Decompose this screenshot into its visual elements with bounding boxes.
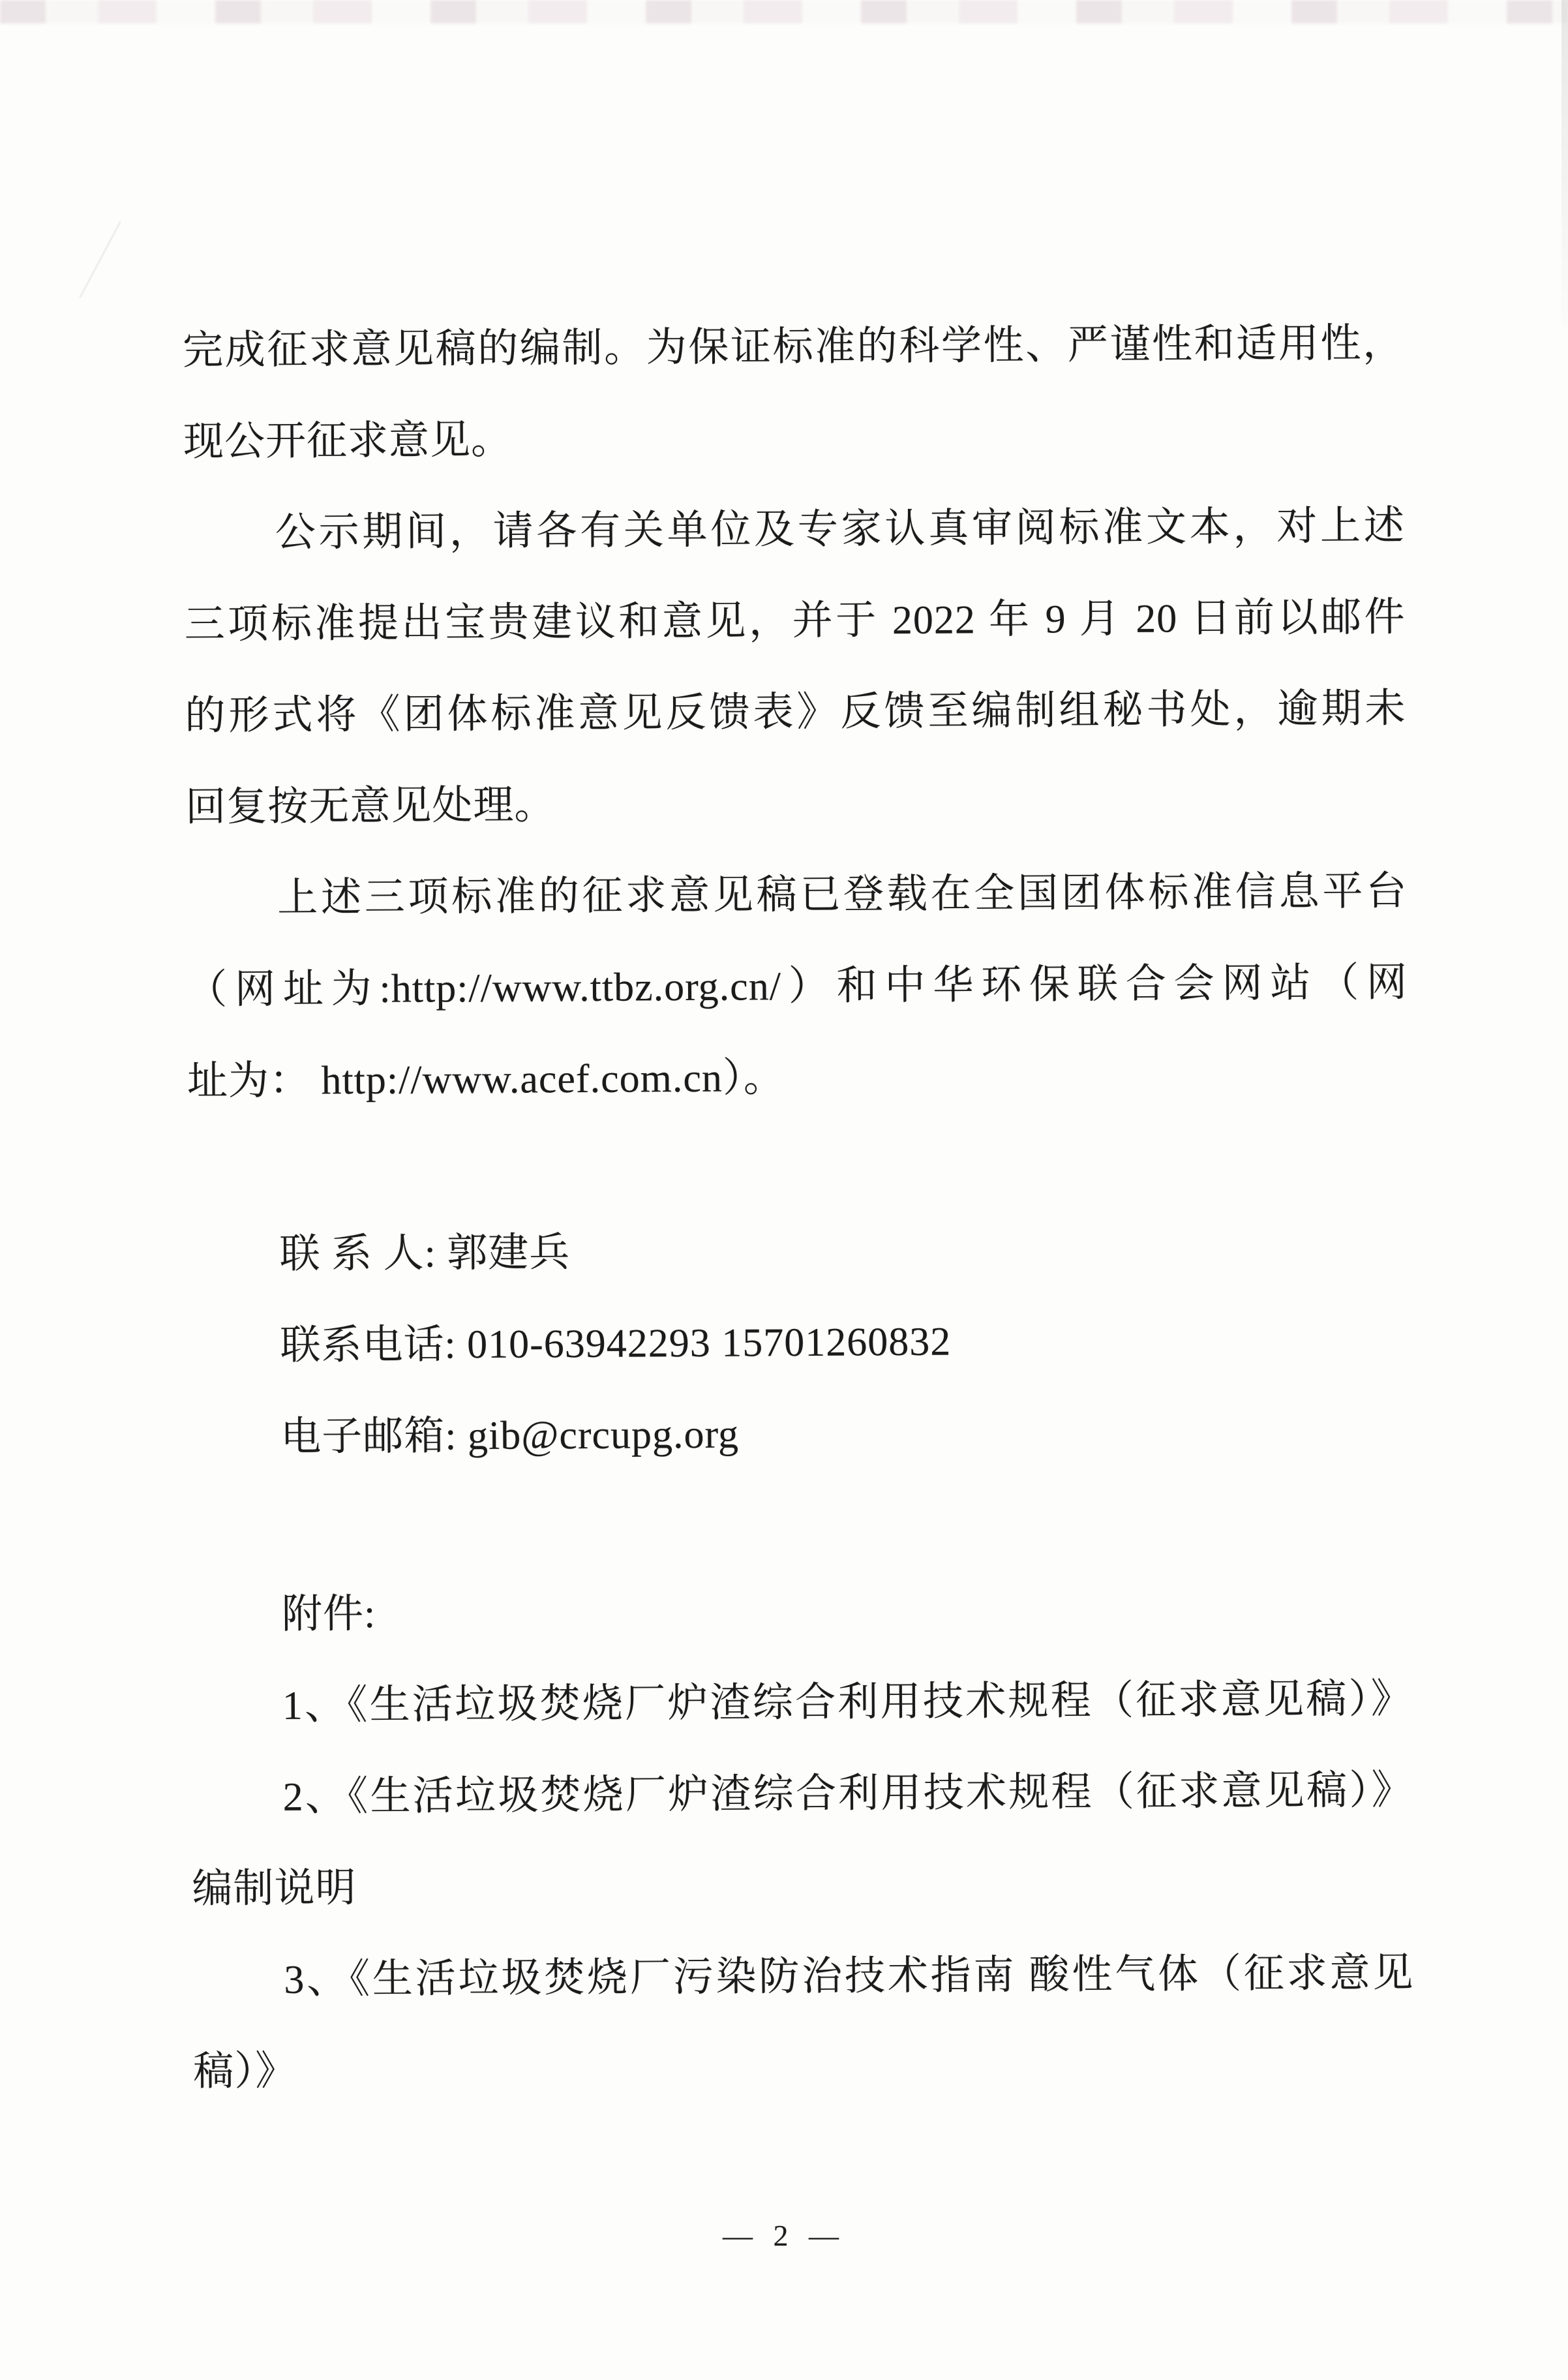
document-line: 回复按无意见处理。 <box>185 783 556 830</box>
attachments-heading: 附件: <box>281 1591 376 1637</box>
attachment-item-continuation: 编制说明 <box>192 1866 357 1912</box>
document-line: 址为： http://www.acef.com.cn）。 <box>187 1056 785 1104</box>
page-number: — 2 — <box>723 2219 845 2252</box>
contact-person-line: 联 系 人: 郭建兵 <box>279 1230 571 1277</box>
document-line: 现公开征求意见。 <box>183 418 513 465</box>
scan-edge-streak <box>1561 0 1568 352</box>
document-line: 完成征求意见稿的编制。为保证标准的科学性、严谨性和适用性， <box>182 321 1404 373</box>
attachment-item: 2、《生活垃圾焚烧厂炉渣综合利用技术规程（征求意见稿）》 <box>282 1768 1413 1820</box>
attachment-item: 1、《生活垃圾焚烧厂炉渣综合利用技术规程（征求意见稿）》 <box>282 1677 1412 1728</box>
document-line: 公示期间，请各有关单位及专家认真审阅标准文本，对上述 <box>275 504 1406 555</box>
attachment-item-continuation: 稿）》 <box>193 2049 297 2094</box>
document-line: （网址为:http://www.ttbz.org.cn/）和中华环保联合会网站（网 <box>186 960 1408 1013</box>
document-body <box>181 0 1416 2380</box>
contact-phone-line: 联系电话: 010-63942293 15701260832 <box>280 1319 952 1368</box>
contact-email-line: 电子邮箱: gib@crcupg.org <box>280 1412 740 1459</box>
document-line: 上述三项标准的征求意见稿已登载在全国团体标准信息平台 <box>277 869 1408 921</box>
document-line: 的形式将《团体标准意见反馈表》反馈至编制组秘书处，逾期未 <box>185 686 1406 739</box>
document-line: 三项标准提出宝贵建议和意见，并于 2022 年 9 月 20 日前以邮件 <box>184 595 1406 647</box>
scan-artifact-mark <box>79 221 121 298</box>
attachment-item: 3、《生活垃圾焚烧厂污染防治技术指南 酸性气体（征求意见 <box>284 1951 1414 2002</box>
